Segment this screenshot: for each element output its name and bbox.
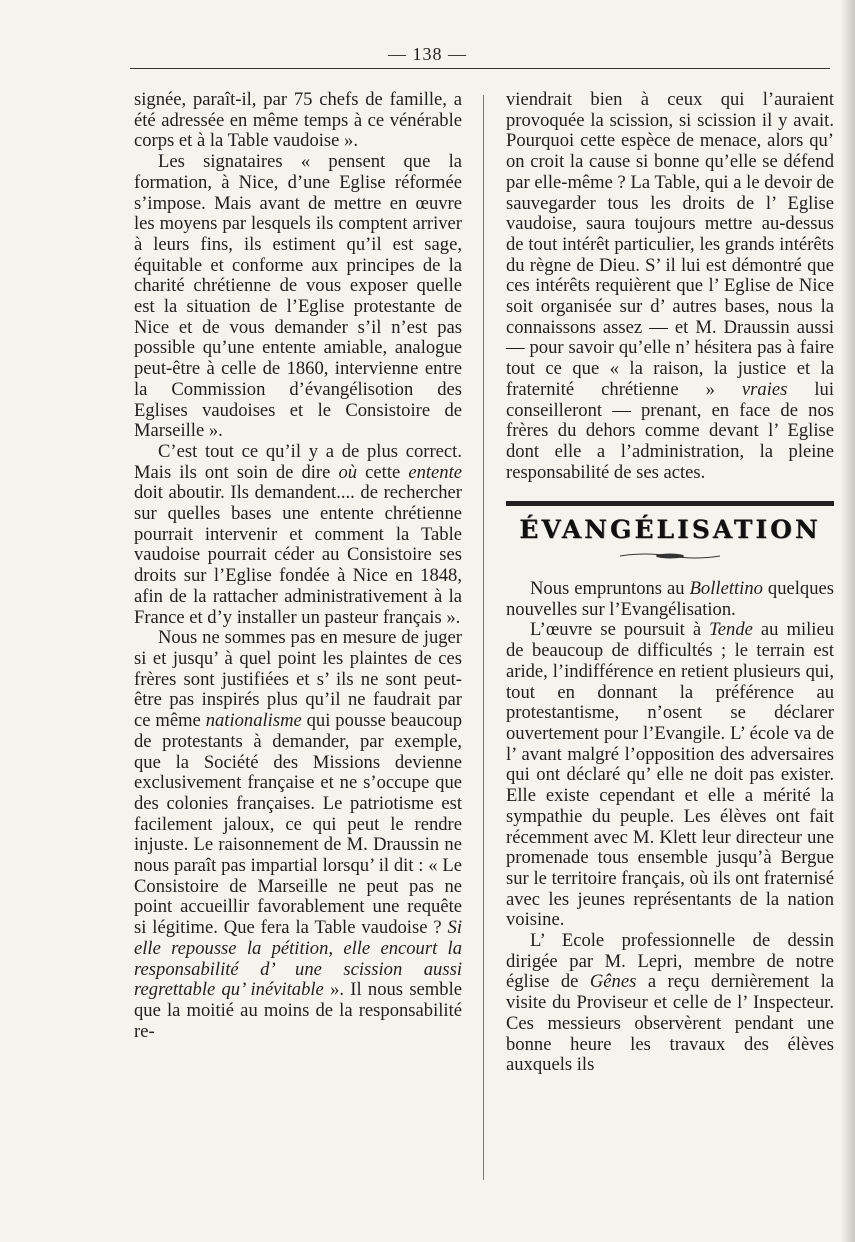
text-run: L’œuvre se poursuit à <box>530 619 710 641</box>
text-run: au milieu de beaucoup de difficultés ; le terrain est aride, l’indifférence en retient plusieurs qui, tout en donnant la préférence au protestantisme, n’osent se déclarer ouvertement pour l’Evangile. L’ école va de l’ avant malgré l’opposition des adversaires qui ont déclaré qu’ elle ne doit pas exister. Elle existe cependant et elle a mérité la sympathie du peuple. Les élèves ont fait récemment avec M. Klett leur directeur une promenade tous ensemble jusqu’à Bergue sur le territoire français, où ils ont fraternisé avec les jeunes représentants de la nation voisine. <box>506 619 835 931</box>
text-run: a reçu dernièrement la visite du Proviseur et celle de l’ Inspecteur. Ces messieurs observèrent pendant une bonne heure les travaux des élèves auxquels ils <box>506 971 834 1076</box>
right-column <box>506 90 834 1076</box>
section-rule <box>506 501 834 506</box>
left-paragraph-3 <box>134 442 462 628</box>
text-run: viendrait bien à ceux qui l’auraient provoquée la scission, si scission il y avait. Pourquoi cette espèce de menace, alors qu’ on croit la cause si bonne qu’elle se défend par elle-même ? La Table, qui a le devoir de sauvegarder tous les droits de l’ Eglise vaudoise, saura toujours mettre au-dessus de tout intérêt particulier, les grands intérêts du règne de Dieu. S’ il lui est démontré que ces intérêts requièrent que l’ Eglise de Nice soit organisée sur d’ autres bases, nous la connaissons assez — et M. Draussin aussi — pour savoir qu’elle n’ hésitera pas à faire tout ce que « la raison, la justice et la fraternité chrétienne » <box>506 89 834 400</box>
italic-run: vraies <box>741 378 788 400</box>
column-divider <box>483 95 484 1180</box>
section-title: ÉVANGÉLISATION <box>519 515 821 545</box>
left-column <box>134 90 462 1042</box>
right-paragraph-3 <box>506 620 834 931</box>
text-run: lui conseilleront — prenant, en face de nos frères du dehors comme devant l’ Eglise dont elle a l’administration, la pleine responsabilité de ses actes. <box>506 378 835 483</box>
text-run: quelques nouvelles sur l’Evangélisation. <box>506 578 835 620</box>
italic-run: Tende <box>709 619 753 641</box>
italic-run: Si elle repousse la pétition, elle encourt la responsabilité d’ une scission aussi regrettable qu’ inévitable <box>134 917 462 1001</box>
text-run: C’est tout ce qu’il y a de plus correct. Mais ils ont soin de dire <box>134 440 462 483</box>
text-run: qui pousse beaucoup de protestants à demander, par exemple, que la Société des Missions devienne exclusivement française et ne s’occupe que des colonies françaises. Le patriotisme est facilement jaloux, ce qui peut le rendre injuste. Le raisonnement de M. Draussin ne nous paraît pas impartial lorsqu’ il dit : « Le Consistoire de Marseille ne peut pas ne point accueillir favorablement une requête si légitime. Que fera la Table vaudoise ? <box>134 710 462 939</box>
left-paragraph-4 <box>134 628 462 1042</box>
page-number: — 138 — <box>388 44 467 64</box>
italic-run: Bollettino <box>689 578 763 600</box>
left-paragraph-2: Les signataires « pensent que la formation, à Nice, d’une Eglise réformée s’impose. Mais avant de mettre en œuvre les moyens par lesquels ils comptent arriver à leurs fins, ils estiment qu’il est sage, équitable et conforme aux principes de la charité chrétienne de vous exposer quelle est la situation de l’Eglise protestante de Nice et de vous demander s’il n’est pas possible qu’une entente amiable, analogue peut-être à celle de 1860, intervienne entre la Commission d’évangélisotion des Eglises vaudoises et le Consistoire de Marseille ». <box>134 151 462 442</box>
right-paragraph-2 <box>506 579 834 620</box>
text-run: ». Il nous semble que la moitié au moins de la responsabilité re- <box>134 979 462 1042</box>
text-run: Nous empruntons au <box>530 578 690 600</box>
header-rule <box>130 68 830 69</box>
text-run: L’ Ecole professionnelle de dessin dirigée par M. Lepri, membre de notre église de <box>506 930 834 993</box>
text-run: Nous ne sommes pas en mesure de juger si et jusqu’ à quel point les plaintes de ces frères sont justifiées et s’ ils ne sont peut-être pas inspirés plus qu’il ne faudrait par ce même <box>134 627 462 732</box>
text-run: cette <box>357 461 409 483</box>
right-paragraph-1 <box>506 90 834 483</box>
ornament-divider-icon <box>615 551 725 561</box>
italic-run: nationalisme <box>205 710 302 732</box>
right-paragraph-4 <box>506 931 834 1076</box>
italic-run: où <box>338 461 358 483</box>
italic-run: Gênes <box>589 971 637 993</box>
left-paragraph-1: signée, paraît-il, par 75 chefs de famille, a été adressée en même temps à ce vénérable corps et à la Table vaudoise ». <box>134 89 462 152</box>
text-run: doit aboutir. Ils demandent.... de rechercher sur quelles bases une entente chrétienne pourrait intervenir et comment la Table vaudoise pourrait céder au Consistoire ses droits sur l’Eglise fondée à Nice en 1848, afin de la rattacher administrativement à la France et d’y installer un pasteur français ». <box>134 482 462 628</box>
page-edge-shadow <box>841 0 855 1242</box>
italic-run: entente <box>408 461 463 483</box>
